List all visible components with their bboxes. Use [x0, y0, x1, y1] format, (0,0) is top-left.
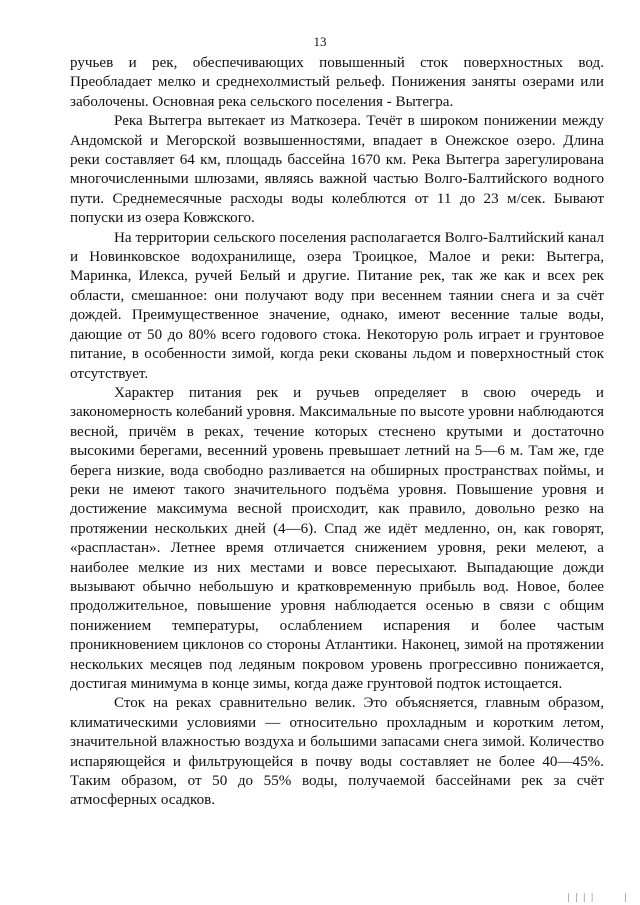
paragraph-vytegra-river: Река Вытегра вытекает из Маткозера. Течёт в широком понижении между Андомской и Мегорской возвышенностями, впадает в Онежское озеро. Длина реки составляет 64 км, площадь бассейна 1670 км. Река Вытегра зарегулирована многочисленными шлюзами, являясь важной частью Волго-Балтийского водного пути. Среднемесячные расходы воды колеблются от 11 до 23 м/сек. Бывают попуски из озера Ковжского.: [70, 113, 604, 227]
body-text: [70, 54, 604, 811]
scan-mark: |: [624, 893, 628, 903]
scan-mark: | | | |: [567, 893, 595, 903]
page-number: 13: [313, 34, 327, 49]
paragraph-water-bodies: На территории сельского поселения располагается Волго-Балтийский канал и Новинковское водохранилище, озера Троицкое, Малое и реки: Вытегра, Маринка, Илекса, ручей Белый и другие. Питание рек, так же как и всех рек области, смешанное: они получают воду при весеннем таянии снега и за счёт дождей. Преимущественное значение, однако, имеют весенние талые воды, дающие от 50 до 80% всего годового стока. Некоторую роль играет и грунтовое питание, в особенности зимой, когда реки скованы льдом и поверхностный сток отсутствует.: [70, 229, 604, 382]
paragraph-river-runoff: Сток на реках сравнительно велик. Это объясняется, главным образом, климатическими условиями — относительно прохладным и коротким летом, значительной влажностью воздуха и большими запасами снега зимой. Количество испаряющейся и фильтрующейся в почву воды составляет не более 40—45%. Таким образом, от 50 до 55% воды, получаемой бассейнами рек за счёт атмосферных осадков.: [70, 695, 604, 809]
paragraph-continuation: ручьев и рек, обеспечивающих повышенный сток поверхностных вод. Преобладает мелко и среднехолмистый рельеф. Понижения заняты озерами или заболочены. Основная река сельского поселения - Вытегра.: [70, 55, 604, 110]
paragraph-water-levels: Характер питания рек и ручьев определяет в свою очередь и закономерность колебаний уровня. Максимальные по высоте уровни наблюдаются весной, причём в реках, течение которых стеснено крутыми и достаточно высокими берегами, весенний уровень превышает летний на 5—6 м. Там же, где берега низкие, вода свободно разливается на обширных пространствах поймы, и реки не имеют такого значительного подъёма уровня. Повышение уровня и достижение максимума весной происходит, как правило, довольно резко на протяжении нескольких дней (4—6). Спад же идёт медленно, он, как говорят, «распластан». Летнее время отличается снижением уровня, реки мелеют, а наиболее мелкие из них местами и вовсе пересыхают. Выпадающие дожди вызывают обычно небольшую и кратковременную прибыль вод. Новое, более продолжительное, повышение уровня наблюдается осенью в связи с общим понижением температуры, ослаблением испарения и более частым проникновением циклонов со стороны Атлантики. Наконец, зимой на протяжении нескольких месяцев под ледяным покровом уровень прогрессивно понижается, достигая минимума в конце зимы, когда даже грунтовой подток истощается.: [70, 384, 604, 692]
